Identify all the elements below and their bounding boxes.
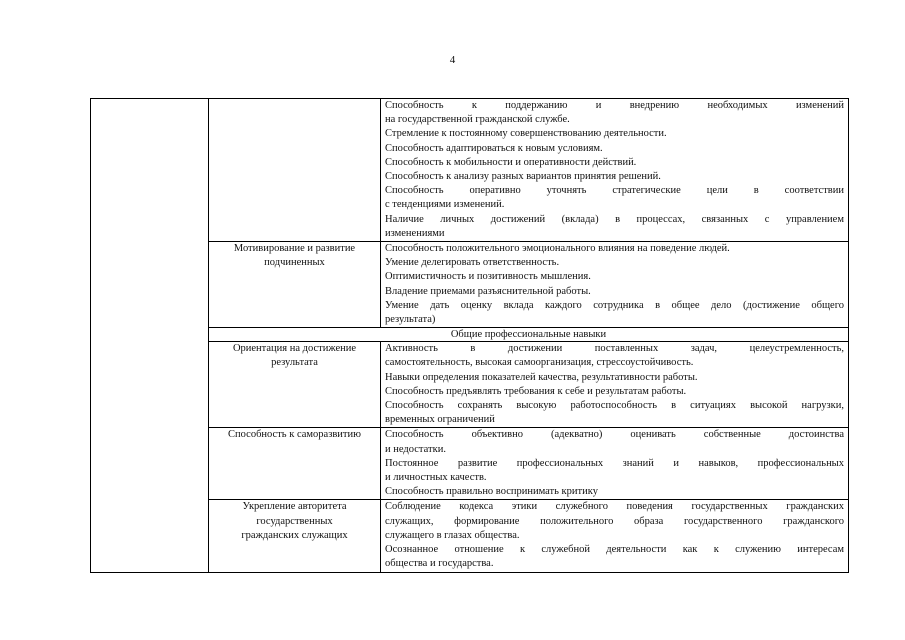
description-line: результата)	[385, 314, 436, 326]
table-row	[91, 99, 849, 242]
competency-name	[209, 99, 381, 242]
competency-table-body	[91, 99, 849, 573]
description-line: Постоянное развитие профессиональных знаний и навыков, профессиональных	[385, 457, 844, 469]
description-line: изменениями	[385, 227, 445, 239]
competency-name	[209, 242, 381, 328]
description-line: Навыки определения показателей качества, результативности работы.	[385, 371, 698, 383]
description-line: Активность в достижении поставленных задач, целеустремленность,	[385, 343, 844, 355]
description-line: с тенденциями изменений.	[385, 199, 505, 211]
description-line: Оптимистичность и позитивность мышления.	[385, 271, 591, 283]
page-number: 4	[449, 54, 456, 66]
description-line: на государственной гражданской службе.	[385, 114, 570, 126]
competency-name-line: Способность к саморазвитию	[228, 429, 361, 441]
description-line: временных ограничений	[385, 414, 495, 426]
description-line: Способность правильно воспринимать критику	[385, 486, 598, 498]
competency-name-line: Мотивирование и развитие	[233, 243, 356, 255]
description-line: и личностных качеств.	[385, 472, 487, 484]
competency-table	[90, 98, 849, 573]
competency-name-line: подчиненных	[264, 257, 325, 269]
description-line: Способность объективно (адекватно) оценивать собственные достоинства	[385, 429, 844, 441]
description-line: самостоятельность, высокая самоорганизация, стрессоустойчивость.	[385, 357, 694, 369]
competency-description	[381, 242, 849, 328]
competency-description	[381, 428, 849, 500]
empty-category-cell	[91, 99, 209, 573]
description-line: Умение дать оценку вклада каждого сотрудника в общее дело (достижение общего	[385, 299, 844, 311]
description-line: Способность предъявлять требования к себе и результатам работы.	[385, 385, 687, 397]
competency-name-line: Ориентация на достижение	[232, 343, 357, 355]
section-heading: Общие профессиональные навыки	[209, 328, 849, 342]
description-line: Способность к мобильности и оперативности действий.	[385, 156, 637, 168]
description-line: Способность адаптироваться к новым условиям.	[385, 142, 603, 154]
description-line: служащих, формирование положительного образа государственного гражданского	[385, 515, 844, 527]
description-line: Способность сохранять высокую работоспособность в ситуациях высокой нагрузки,	[385, 400, 844, 412]
description-line: Способность к поддержанию и внедрению необходимых изменений	[385, 100, 844, 111]
description-line: Осознанное отношение к служебной деятельности как к служению интересам	[385, 544, 844, 556]
competency-description	[381, 500, 849, 572]
competency-name	[209, 428, 381, 500]
description-line: общества и государства.	[385, 558, 494, 570]
description-line: Умение делегировать ответственность.	[385, 257, 560, 269]
competency-name-line: гражданских служащих	[241, 529, 348, 541]
description-line: Способность к анализу разных вариантов принятия решений.	[385, 171, 661, 183]
description-line: Способность положительного эмоционального влияния на поведение людей.	[385, 243, 730, 255]
competency-name	[209, 500, 381, 572]
competency-name-line: результата	[271, 357, 318, 369]
description-line: Соблюдение кодекса этики служебного поведения государственных гражданских	[385, 501, 844, 513]
description-line: Наличие личных достижений (вклада) в процессах, связанных с управлением	[385, 213, 844, 225]
description-line: Способность оперативно уточнять стратегические цели в соответствии	[385, 185, 844, 197]
description-line: служащего в глазах общества.	[385, 529, 520, 541]
description-line: Владение приемами разъяснительной работы.	[385, 285, 591, 297]
competency-name-line: государственных	[256, 515, 333, 527]
competency-description	[381, 99, 849, 242]
description-line: Стремление к постоянному совершенствованию деятельности.	[385, 128, 667, 140]
competency-description	[381, 342, 849, 428]
competency-name-line: Укрепление авторитета	[242, 501, 347, 513]
description-line: и недостатки.	[385, 443, 446, 455]
competency-name	[209, 342, 381, 428]
